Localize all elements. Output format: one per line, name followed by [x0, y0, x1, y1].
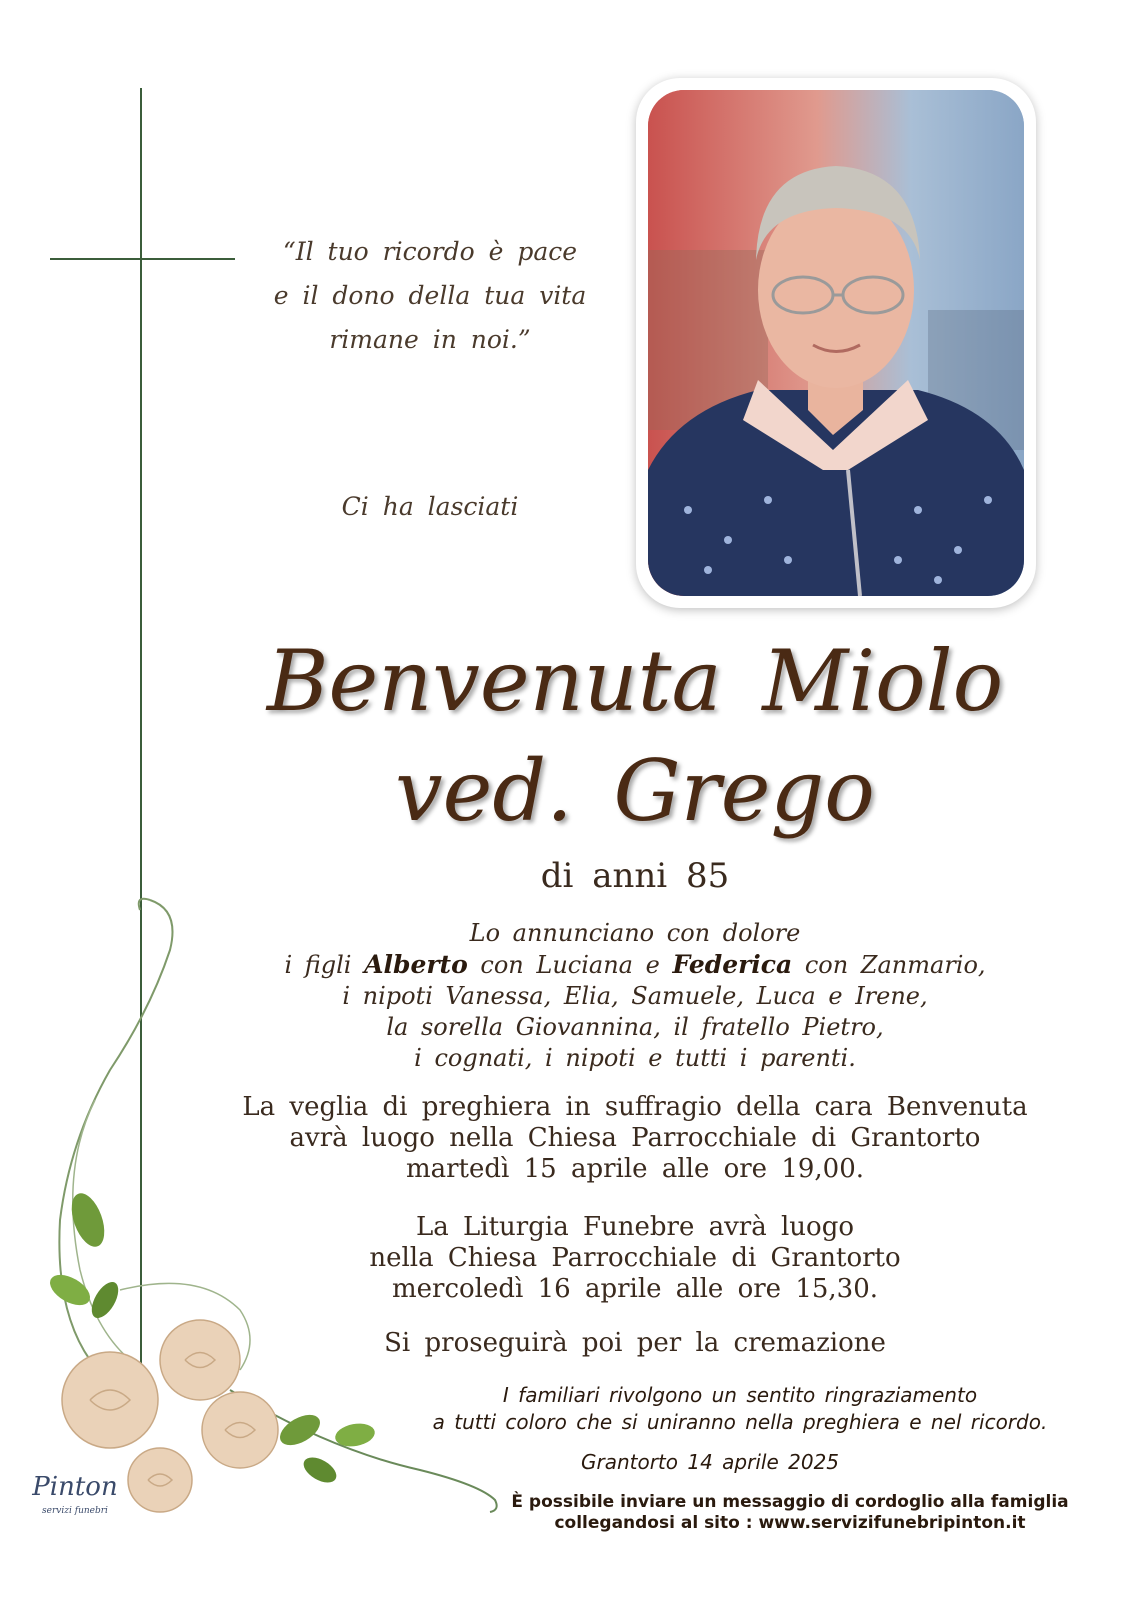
footer-line: collegandosi al sito : www.servizifunebripinton.it	[554, 1513, 1026, 1533]
footer-line: È possibile inviare un messaggio di cordoglio alla famiglia	[511, 1492, 1069, 1512]
vigil-line: La veglia di preghiera in suffragio della cara Benvenuta	[242, 1092, 1028, 1122]
child-name: Alberto	[364, 950, 468, 979]
deceased-age: di anni 85	[540, 856, 730, 896]
child-name: Federica	[672, 950, 793, 979]
logo-name: Pinton	[32, 1472, 118, 1502]
announcement-line: Lo annunciano con dolore	[469, 919, 801, 947]
liturgy-line: mercoledì 16 aprile alle ore 15,30.	[391, 1274, 879, 1304]
portrait-illustration	[648, 90, 1024, 596]
liturgy-line: nella Chiesa Parrocchiale di Grantorto	[369, 1243, 901, 1273]
notice-date: Grantorto 14 aprile 2025	[580, 1450, 840, 1474]
memorial-quote	[230, 230, 630, 362]
deceased-name: Benvenuta Miolo	[266, 632, 1004, 730]
portrait-frame	[636, 78, 1036, 608]
text-fragment: con Zanmario,	[792, 951, 986, 979]
rose-decoration	[0, 890, 520, 1540]
announcement-line: la sorella Giovannina, il fratello Pietro,	[386, 1013, 884, 1041]
liturgy-line: La Liturgia Funebre avrà luogo	[416, 1212, 854, 1242]
condolence-footer	[460, 1492, 1120, 1534]
text-fragment: con Luciana e	[467, 951, 673, 979]
announcement-line: i cognati, i nipoti e tutti i parenti.	[414, 1044, 856, 1072]
thanks-line: a tutti coloro che si uniranno nella preghiera e nel ricordo.	[432, 1410, 1048, 1434]
cremation-line: Si proseguirà poi per la cremazione	[384, 1328, 886, 1358]
logo-subtitle: servizi funebri	[42, 1506, 108, 1516]
vigil-line: avrà luogo nella Chiesa Parrocchiale di Grantorto	[289, 1123, 981, 1153]
intro-text: Ci ha lasciati	[341, 492, 519, 521]
vigil-line: martedì 15 aprile alle ore 19,00.	[405, 1154, 865, 1184]
text-fragment: i figli	[284, 951, 365, 979]
quote-line: “Il tuo ricordo è pace	[282, 237, 578, 266]
portrait-photo	[648, 90, 1024, 596]
cross-horizontal-bar	[50, 258, 235, 260]
deceased-married-name: ved. Grego	[395, 742, 875, 840]
funeral-home-logo	[20, 1472, 130, 1532]
quote-line: e il dono della tua vita	[273, 281, 587, 310]
announcement-line: i nipoti Vanessa, Elia, Samuele, Luca e Irene,	[342, 982, 928, 1010]
quote-line: rimane in noi.”	[329, 325, 531, 354]
thanks-line: I familiari rivolgono un sentito ringraziamento	[502, 1383, 978, 1407]
